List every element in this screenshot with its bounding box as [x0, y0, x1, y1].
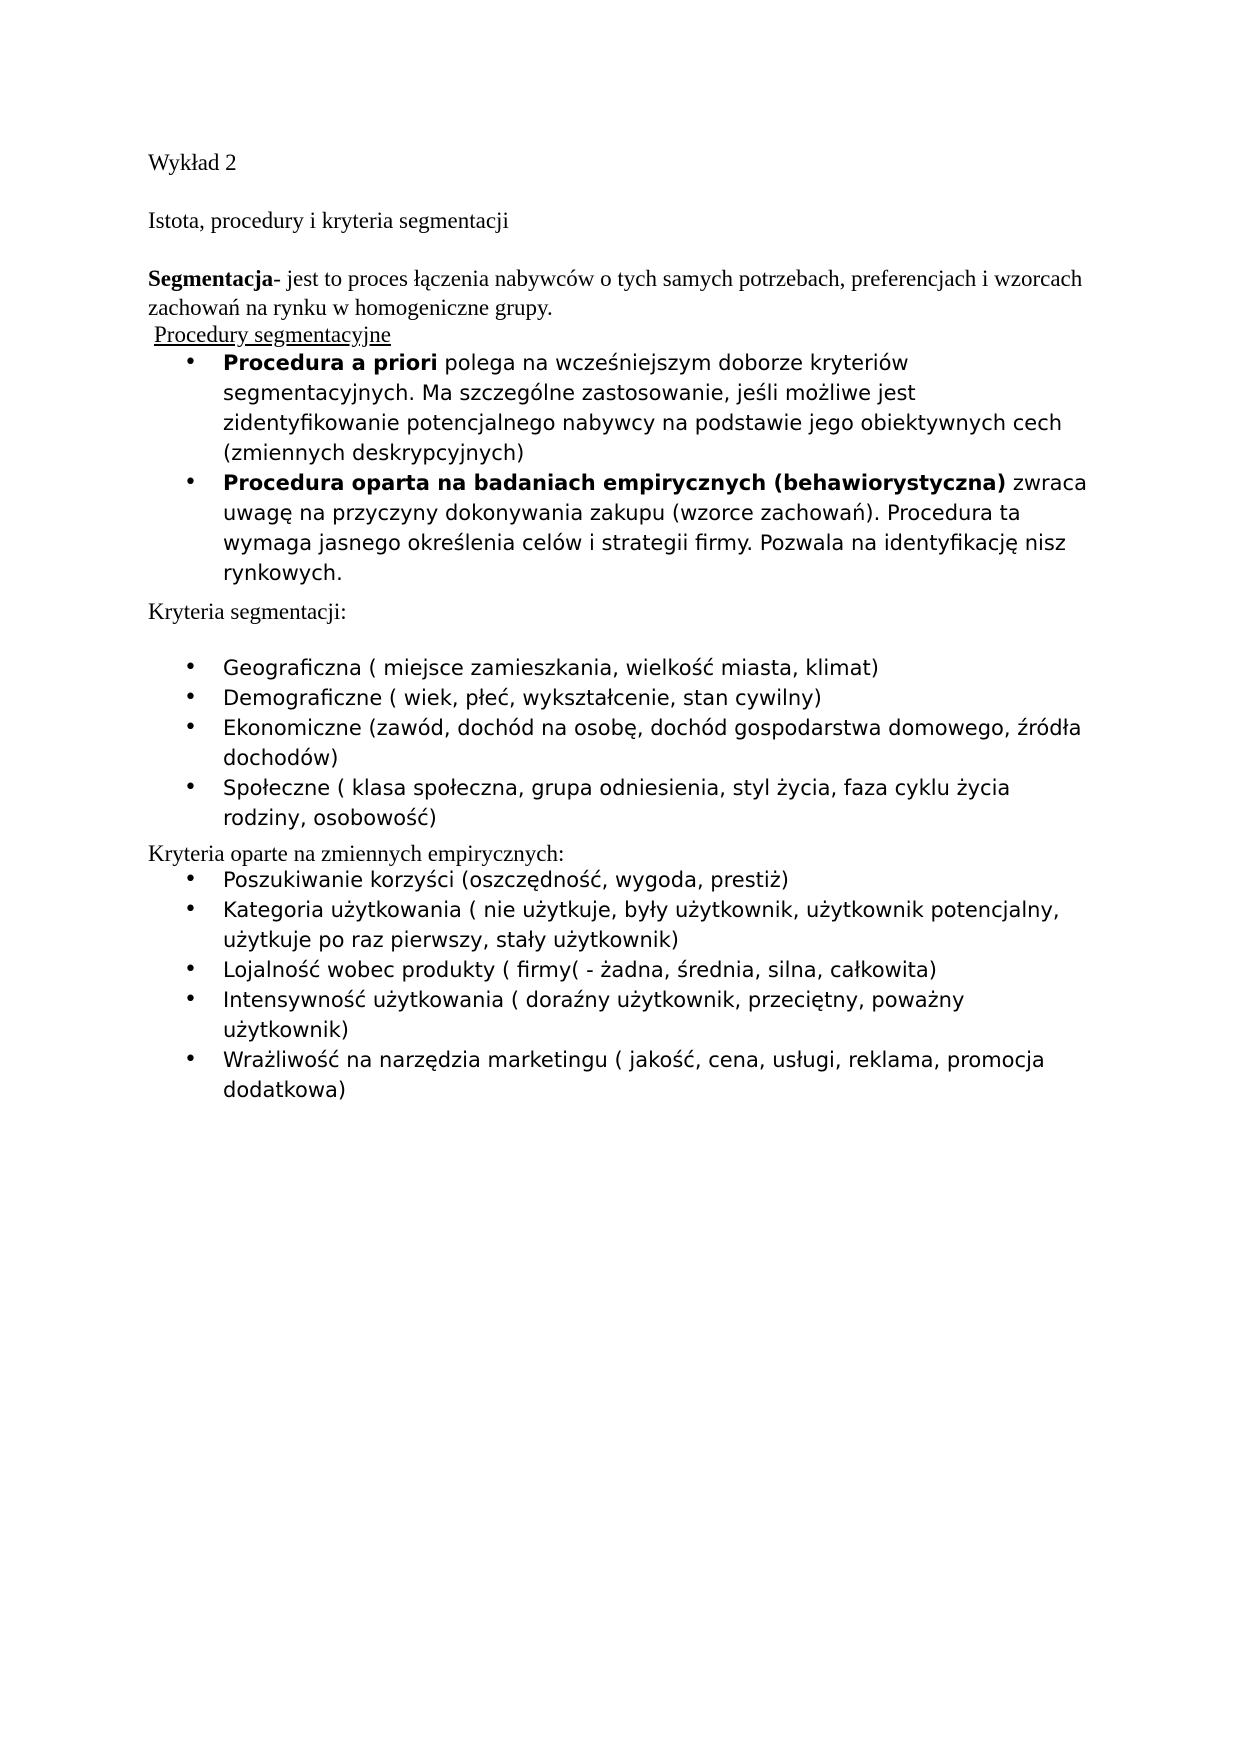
bullet-icon: • [184, 957, 197, 982]
definition-paragraph [148, 264, 1088, 322]
list-item [0, 348, 1093, 468]
list-item [0, 985, 1093, 1045]
bullet-icon: • [184, 987, 197, 1012]
bullet-icon: • [184, 655, 197, 680]
bullet-icon: • [184, 715, 197, 740]
empirical-text: Wrażliwość na narzędzia marketingu ( jakość, cena, usługi, reklama, promocja dodatkowa) [223, 1048, 1045, 1102]
procedure-title: Procedura a priori [223, 351, 438, 375]
bullet-icon: • [184, 775, 197, 800]
lecture-subtitle: Istota, procedury i kryteria segmentacji [148, 208, 509, 233]
procedure-title: Procedura oparta na badaniach empirycznych (behawiorystyczna) [223, 471, 1007, 495]
empirical-text: Lojalność wobec produkty ( firmy( - żadna, średnia, silna, całkowita) [223, 958, 937, 982]
list-item [0, 683, 1093, 713]
procedures-list [0, 348, 1093, 588]
procedure-text: zwraca uwagę na przyczyny dokonywania zakupu (wzorce zachowań). Procedura ta wymaga jasnego określenia celów i strategii firmy. Pozwala na identyfikację nisz rynkowych. [223, 471, 1087, 585]
empirical-text: Poszukiwanie korzyści (oszczędność, wygoda, prestiż) [223, 868, 789, 892]
list-item [0, 1045, 1093, 1105]
empirical-heading: Kryteria oparte na zmiennych empirycznych: [148, 841, 565, 866]
criteria-text: Demograficzne ( wiek, płeć, wykształcenie, stan cywilny) [223, 686, 822, 710]
bullet-icon: • [184, 685, 197, 710]
empirical-text: Kategoria użytkowania ( nie użytkuje, były użytkownik, użytkownik potencjalny, użytkuje po raz pierwszy, stały użytkownik) [223, 898, 1060, 952]
criteria-text: Geograficzna ( miejsce zamieszkania, wielkość miasta, klimat) [223, 656, 879, 680]
list-item [0, 955, 1093, 985]
list-item [0, 468, 1093, 588]
list-item [0, 895, 1093, 955]
definition-term: Segmentacja [148, 266, 274, 291]
bullet-icon: • [184, 897, 197, 922]
criteria-text: Społeczne ( klasa społeczna, grupa odniesienia, styl życia, faza cyklu życia rodziny, osobowość) [223, 776, 1011, 830]
criteria-text: Ekonomiczne (zawód, dochód na osobę, dochód gospodarstwa domowego, źródła dochodów) [223, 716, 1082, 770]
bullet-icon: • [184, 867, 197, 892]
empirical-text: Intensywność użytkowania ( doraźny użytkownik, przeciętny, poważny użytkownik) [223, 988, 965, 1042]
procedures-heading: Procedury segmentacyjne [154, 322, 391, 347]
procedure-text: polega na wcześniejszym doborze kryteriów segmentacyjnych. Ma szczególne zastosowanie, jeśli możliwe jest zidentyfikowanie potencjalnego nabywcy na podstawie jego obiektywnych cech (zmiennych deskrypcyjnych) [223, 351, 1063, 465]
lecture-header: Wykład 2 [148, 150, 237, 175]
list-item [0, 713, 1093, 773]
criteria-list [0, 653, 1093, 833]
empirical-list [0, 865, 1093, 1105]
list-item [0, 773, 1093, 833]
bullet-icon: • [184, 350, 197, 375]
definition-text: - jest to proces łączenia nabywców o tych samych potrzebach, preferencjach i wzorcach zachowań na rynku w homogeniczne grupy. [148, 266, 1083, 320]
list-item [0, 865, 1093, 895]
bullet-icon: • [184, 1047, 197, 1072]
list-item [0, 653, 1093, 683]
bullet-icon: • [184, 470, 197, 495]
criteria-heading: Kryteria segmentacji: [148, 599, 347, 624]
